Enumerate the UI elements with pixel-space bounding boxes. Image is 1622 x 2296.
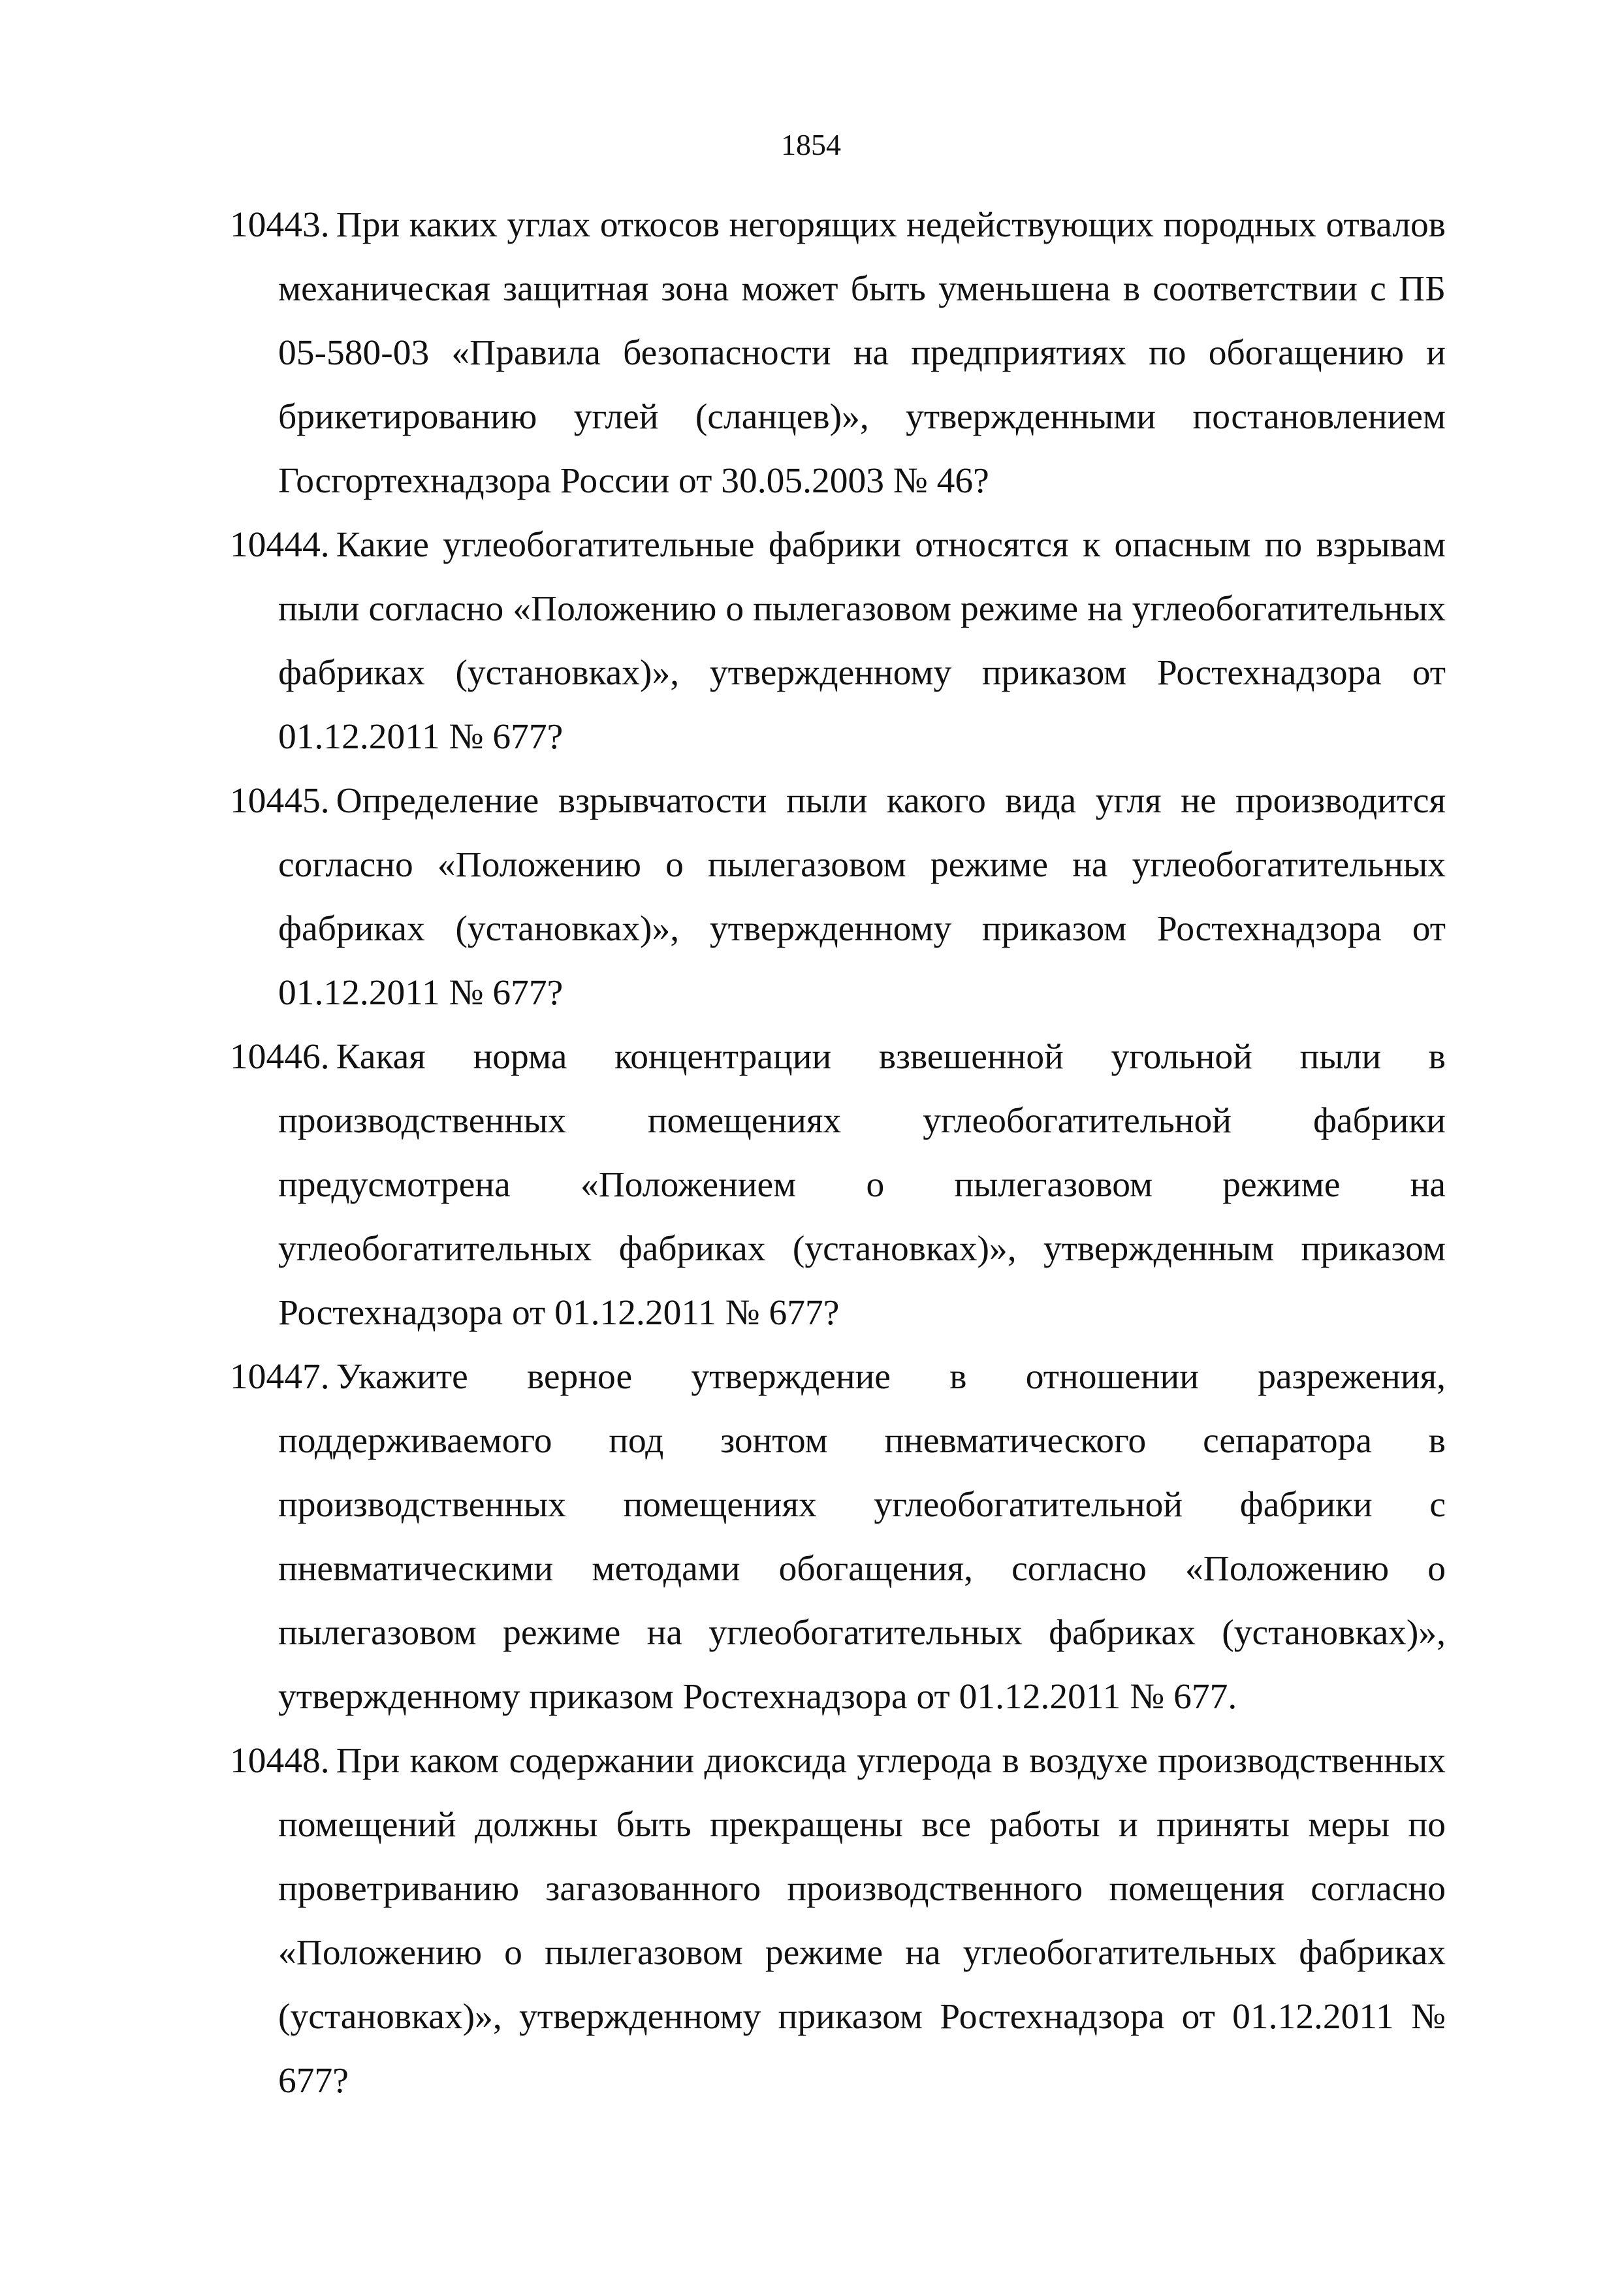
question-text: Укажите верное утверждение в отношении разрежения, поддерживаемого под зонтом пневматического сепаратора в производственных помещениях углеобогатительной фабрики с пневматическими методами обогащения, согласно «Положению о пылегазовом режиме на углеобогатительных фабриках (установках)», утвержденному приказом Ростехнадзора от 01.12.2011 № 677. [278,1357,1446,1717]
question-list [230,193,1446,2113]
question-text: При каком содержании диоксида углерода в воздухе производственных помещений должны быть прекращены все работы и приняты меры по проветриванию загазованного производственного помещения согласно «Положению о пылегазовом режиме на углеобогатительных фабриках (установках)», утвержденному приказом Ростехнадзора от 01.12.2011 № 677? [278,1741,1446,2101]
question-item-10445 [230,769,1446,1025]
question-item-10444 [230,513,1446,769]
question-text: Какая норма концентрации взвешенной угольной пыли в производственных помещениях углеобогатительной фабрики предусмотрена «Положением о пылегазовом режиме на углеобогатительных фабриках (установках)», утвержденным приказом Ростехнадзора от 01.12.2011 № 677? [278,1037,1446,1333]
question-item-10446 [230,1025,1446,1345]
question-number: 10445. [230,781,330,821]
question-number: 10443. [230,205,330,245]
question-number: 10446. [230,1037,330,1077]
question-text: Какие углеобогатительные фабрики относятся к опасным по взрывам пыли согласно «Положению о пылегазовом режиме на углеобогатительных фабриках (установках)», утвержденному приказом Ростехнадзора от 01.12.2011 № 677? [278,525,1446,757]
question-item-10443 [230,193,1446,513]
question-text: Определение взрывчатости пыли какого вида угля не производится согласно «Положению о пылегазовом режиме на углеобогатительных фабриках (установках)», утвержденному приказом Ростехнадзора от 01.12.2011 № 677? [278,781,1446,1013]
question-number: 10448. [230,1741,330,1781]
question-number: 10447. [230,1357,330,1397]
question-item-10448 [230,1729,1446,2113]
question-number: 10444. [230,525,330,565]
page-number: 1854 [781,128,841,161]
question-item-10447 [230,1345,1446,1729]
question-text: При каких углах откосов негорящих недействующих породных отвалов механическая защитная зона может быть уменьшена в соответствии с ПБ 05-580-03 «Правила безопасности на предприятиях по обогащению и брикетированию углей (сланцев)», утвержденными постановлением Госгортехнадзора России от 30.05.2003 № 46? [278,205,1446,501]
